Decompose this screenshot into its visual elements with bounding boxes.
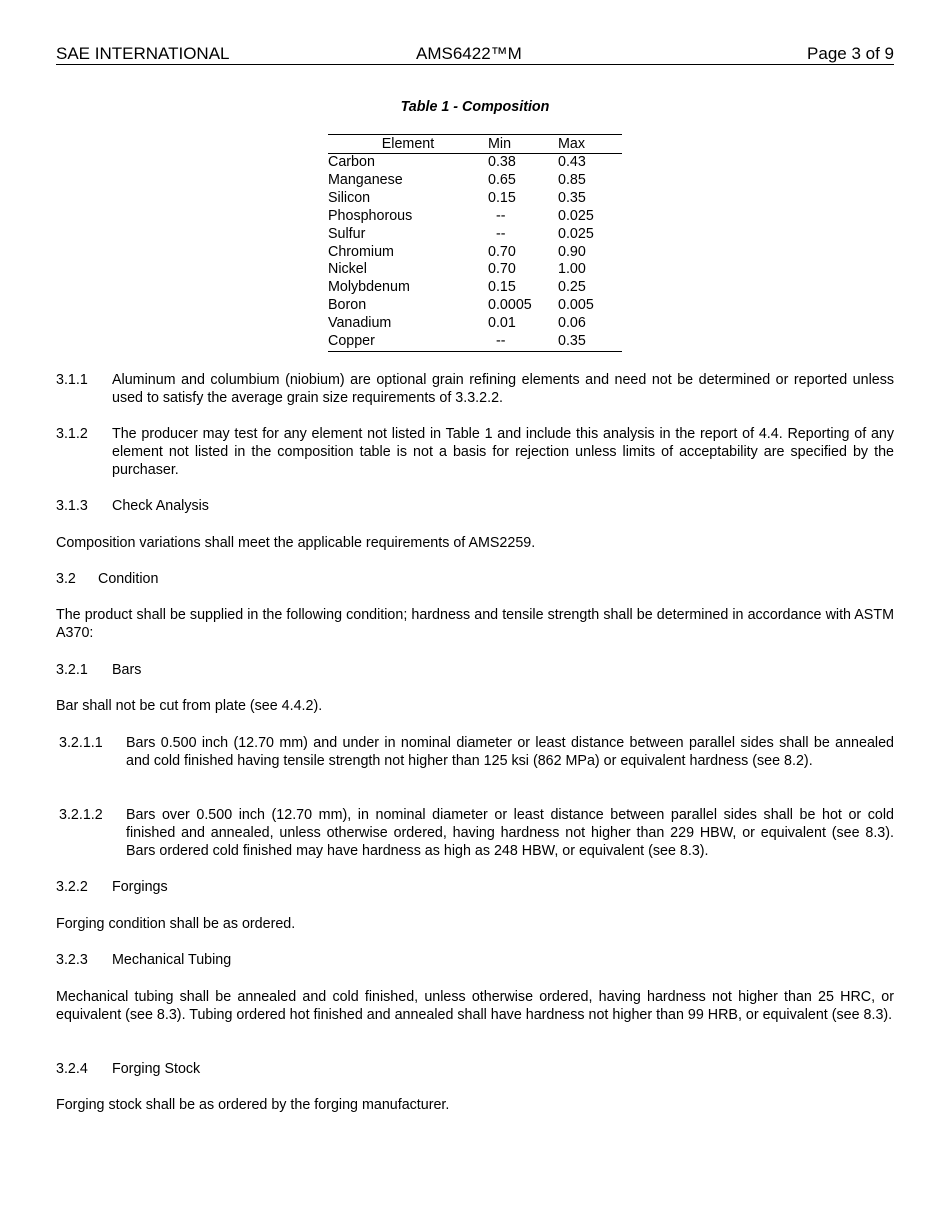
element-cell: Molybdenum bbox=[328, 279, 410, 296]
min-cell: 0.65 bbox=[488, 171, 516, 188]
section-3-1-1 bbox=[56, 371, 894, 407]
table-row bbox=[328, 297, 622, 315]
column-header-min: Min bbox=[488, 135, 558, 154]
element-cell: Vanadium bbox=[328, 315, 392, 332]
header-org: SAE INTERNATIONAL bbox=[56, 44, 230, 63]
section-number: 3.2.3 bbox=[56, 952, 88, 968]
element-cell: Copper bbox=[328, 333, 488, 351]
paragraph-check-analysis: Composition variations shall meet the applicable requirements of AMS2259. bbox=[56, 535, 536, 551]
section-3-2-1-2 bbox=[56, 806, 894, 860]
min-cell: 0.15 bbox=[488, 189, 516, 206]
max-cell: 0.90 bbox=[558, 243, 586, 260]
section-title: Bars bbox=[112, 662, 142, 678]
section-number: 3.2.2 bbox=[56, 879, 88, 895]
element-cell: Manganese bbox=[328, 171, 403, 188]
section-title: Forgings bbox=[112, 879, 168, 895]
max-cell: 0.005 bbox=[558, 297, 594, 314]
composition-table bbox=[328, 134, 622, 352]
table-row bbox=[328, 315, 622, 333]
element-cell: Boron bbox=[328, 297, 367, 314]
table-row bbox=[328, 261, 622, 279]
table-row bbox=[328, 154, 622, 172]
section-number: 3.2.4 bbox=[56, 1061, 88, 1077]
section-number: 3.2.1.1 bbox=[59, 735, 103, 751]
max-cell: 0.85 bbox=[558, 171, 586, 188]
table-row bbox=[328, 279, 622, 297]
element-cell: Phosphorous bbox=[328, 207, 413, 224]
section-title: Forging Stock bbox=[112, 1061, 201, 1077]
table-caption: Table 1 - Composition bbox=[400, 99, 550, 115]
min-cell: -- bbox=[488, 333, 558, 351]
section-3-2-1-1 bbox=[56, 734, 894, 770]
column-header-max: Max bbox=[558, 135, 622, 154]
min-cell: 0.0005 bbox=[488, 297, 532, 314]
paragraph-mechanical-tubing: Mechanical tubing shall be annealed and cold finished, unless otherwise ordered, having hardness not higher than 25 HRC, or equivalent (see 8.3). Tubing ordered hot finished and annealed shall have hardness not higher than 99 HRB, or equivalent (see 8.3). bbox=[56, 989, 894, 1023]
table-row bbox=[328, 208, 622, 226]
max-cell: 0.43 bbox=[558, 154, 586, 170]
page-header bbox=[56, 44, 894, 65]
min-cell: 0.38 bbox=[488, 154, 516, 170]
section-3-2-4-heading bbox=[56, 1060, 894, 1078]
min-cell: 0.15 bbox=[488, 279, 516, 296]
section-text: The producer may test for any element not listed in Table 1 and include this analysis in the report of 4.4. Reporting of any element not listed in the composition table is not a basis for rejection unless limits of acceptability are specified by the purchaser. bbox=[112, 426, 894, 478]
table-row bbox=[328, 226, 622, 244]
section-3-2-heading bbox=[56, 570, 894, 588]
paragraph-forging-stock: Forging stock shall be as ordered by the forging manufacturer. bbox=[56, 1097, 450, 1113]
section-3-2-1-heading bbox=[56, 661, 894, 679]
section-number: 3.2.1 bbox=[56, 662, 88, 678]
min-cell: 0.70 bbox=[488, 261, 516, 278]
element-cell: Chromium bbox=[328, 243, 394, 260]
section-number: 3.2 bbox=[56, 571, 76, 587]
min-cell: 0.70 bbox=[488, 243, 516, 260]
section-text: Aluminum and columbium (niobium) are optional grain refining elements and need not be determined or reported unless used to satisfy the average grain size requirements of 3.3.2.2. bbox=[112, 372, 894, 406]
min-cell: 0.01 bbox=[488, 315, 516, 332]
section-number: 3.1.2 bbox=[56, 426, 88, 442]
column-header-element: Element bbox=[328, 135, 488, 154]
max-cell: 0.025 bbox=[558, 225, 594, 242]
section-3-2-2-heading bbox=[56, 878, 894, 896]
section-title: Mechanical Tubing bbox=[112, 952, 232, 968]
section-title: Condition bbox=[98, 571, 159, 587]
max-cell: 0.025 bbox=[558, 207, 594, 224]
paragraph-condition: The product shall be supplied in the following condition; hardness and tensile strength shall be determined in accordance with ASTM A370: bbox=[56, 607, 894, 641]
header-doc-id: AMS6422™M bbox=[416, 44, 522, 63]
max-cell: 0.06 bbox=[558, 315, 586, 332]
section-text: Bars 0.500 inch (12.70 mm) and under in nominal diameter or least distance between parallel sides shall be annealed and cold finished having tensile strength not higher than 125 ksi (862 MPa) or equivalent hardness (see 8.2). bbox=[126, 735, 894, 769]
paragraph-bars: Bar shall not be cut from plate (see 4.4.2). bbox=[56, 698, 323, 714]
element-cell: Silicon bbox=[328, 189, 371, 206]
max-cell: 0.35 bbox=[558, 189, 586, 206]
table-row bbox=[328, 333, 622, 351]
section-text: Bars over 0.500 inch (12.70 mm), in nominal diameter or least distance between parallel sides shall be hot or cold finished and annealed, unless otherwise ordered, having hardness not higher than 229 HBW, or equivalent (see 8.3). Bars ordered cold finished may have hardness as high as 248 HBW, or equivalent (see 8.3). bbox=[126, 807, 894, 859]
header-page-number: Page 3 of 9 bbox=[807, 44, 894, 63]
table-row bbox=[328, 172, 622, 190]
table-row bbox=[328, 190, 622, 208]
min-cell: -- bbox=[496, 207, 506, 224]
paragraph-forgings: Forging condition shall be as ordered. bbox=[56, 916, 296, 932]
min-cell: -- bbox=[496, 225, 506, 242]
table-header-row bbox=[328, 135, 622, 154]
section-title: Check Analysis bbox=[112, 498, 209, 514]
element-cell: Nickel bbox=[328, 261, 367, 278]
element-cell: Sulfur bbox=[328, 225, 366, 242]
section-number: 3.1.3 bbox=[56, 498, 88, 514]
section-number: 3.2.1.2 bbox=[59, 807, 103, 823]
table-row bbox=[328, 244, 622, 262]
max-cell: 0.25 bbox=[558, 279, 586, 296]
section-number: 3.1.1 bbox=[56, 372, 88, 388]
max-cell: 1.00 bbox=[558, 261, 586, 278]
section-3-2-3-heading bbox=[56, 951, 894, 969]
section-3-1-3-heading bbox=[56, 497, 894, 515]
max-cell: 0.35 bbox=[558, 333, 622, 351]
element-cell: Carbon bbox=[328, 154, 375, 170]
section-3-1-2 bbox=[56, 425, 894, 479]
